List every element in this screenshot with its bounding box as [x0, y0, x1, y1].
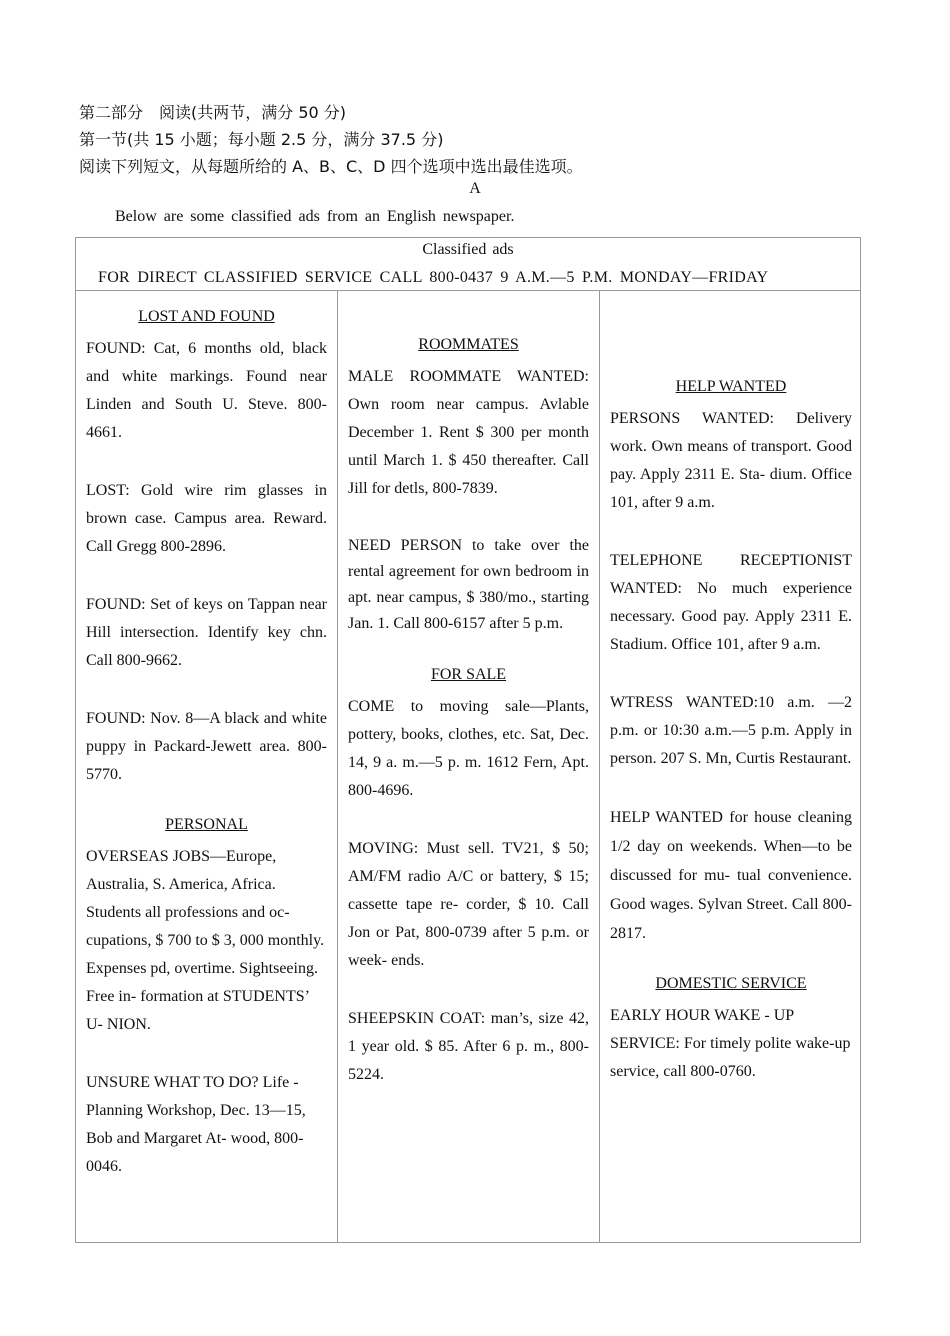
- ad-found-keys: FOUND: Set of keys on Tappan near Hill intersection. Identify key chn. Call 800-9662.: [86, 596, 327, 669]
- ad-life-planning: UNSURE WHAT TO DO? Life - Planning Workshop, Dec. 13—15, Bob and Margaret At- wood, 800-0046.: [86, 1074, 306, 1175]
- ad-overseas-jobs: OVERSEAS JOBS—Europe, Australia, S. America, Africa. Students all professions and oc- cupations, $ 700 to $ 3, 000 monthly. Expenses pd, overtime. Sightseeing. Free in- formation at STUDENTS’ U- NION.: [86, 848, 325, 1033]
- service-line: FOR DIRECT CLASSIFIED SERVICE CALL 800-0437 9 A.M.—5 P.M. MONDAY—FRIDAY: [98, 269, 769, 286]
- column-middle: [338, 291, 600, 1242]
- ad-moving-must-sell: MOVING: Must sell. TV21, $ 50; AM/FM radio A/C or battery, $ 15; cassette tape re- corder, $ 10. Call Jon or Pat, 800-0739 after 5 p.m. or week- ends.: [348, 840, 589, 969]
- ad-waitress-wanted: WTRESS WANTED:10 a.m. —2 p.m. or 10:30 a.m.—5 p.m. Apply in person. 207 S. Mn, Curtis Restaurant.: [610, 694, 852, 767]
- section-title-domestic-service: DOMESTIC SERVICE: [655, 975, 807, 992]
- column-right: [600, 291, 862, 1242]
- ad-moving-sale: COME to moving sale—Plants, pottery, books, clothes, etc. Sat, Dec. 14, 9 a. m.—5 p. m. 1612 Fern, Apt. 800-4696.: [348, 698, 589, 799]
- section-title-roommates: ROOMMATES: [418, 336, 519, 353]
- section-title-personal: PERSONAL: [165, 816, 248, 833]
- section-title-lost-found: LOST AND FOUND: [138, 308, 275, 325]
- ad-found-puppy: FOUND: Nov. 8—A black and white puppy in Packard-Jewett area. 800-5770.: [86, 710, 327, 783]
- table-caption: Classified ads: [422, 241, 514, 258]
- section-title-help-wanted: HELP WANTED: [675, 378, 787, 395]
- passage-intro: Below are some classified ads from an English newspaper.: [115, 208, 515, 225]
- classified-ads-table: [75, 237, 861, 1243]
- section-title-for-sale: FOR SALE: [430, 666, 507, 683]
- instructions: 阅读下列短文，从每题所给的 A、B、C、D 四个选项中选出最佳选项。: [79, 157, 583, 176]
- ad-persons-wanted: PERSONS WANTED: Delivery work. Own means of transport. Good pay. Apply 2311 E. Sta- dium. Office 101, after 9 a.m.: [610, 410, 852, 511]
- section-heading: 第二部分 阅读(共两节，满分 50 分): [79, 103, 347, 122]
- ad-house-cleaning: HELP WANTED for house cleaning 1/2 day on weekends. When—to be discussed for mu- tual convenience. Good wages. Sylvan Street. Call 800-2817.: [610, 809, 852, 942]
- ad-found-cat: FOUND: Cat, 6 months old, black and white markings. Found near Linden and South U. Steve. 800-4661.: [86, 340, 327, 441]
- ad-lost-glasses: LOST: Gold wire rim glasses in brown case. Campus area. Reward. Call Gregg 800-2896.: [86, 482, 327, 555]
- ad-wake-up-service: EARLY HOUR WAKE - UP SERVICE: For timely polite wake-up service, call 800-0760.: [610, 1007, 851, 1080]
- passage-label: A: [469, 180, 481, 197]
- ad-telephone-receptionist: TELEPHONE RECEPTIONIST WANTED: No much experience necessary. Good pay. Apply 2311 E. Stadium. Office 101, after 9 a.m.: [610, 552, 852, 653]
- ad-need-person: NEED PERSON to take over the rental agreement for own bedroom in apt. near campus, $ 380/mo., starting Jan. 1. Call 800-6157 after 5 p.m.: [348, 537, 589, 632]
- table-header: [76, 238, 860, 291]
- ad-male-roommate: MALE ROOMMATE WANTED: Own room near campus. Avlable December 1. Rent $ 300 per month until March 1. $ 450 thereafter. Call Jill for detls, 800-7839.: [348, 368, 589, 497]
- ad-sheepskin-coat: SHEEPSKIN COAT: man’s, size 42, 1 year old. $ 85. After 6 p. m., 800-5224.: [348, 1010, 589, 1083]
- subsection-heading: 第一节(共 15 小题；每小题 2.5 分，满分 37.5 分): [79, 130, 444, 149]
- column-left: [76, 291, 338, 1242]
